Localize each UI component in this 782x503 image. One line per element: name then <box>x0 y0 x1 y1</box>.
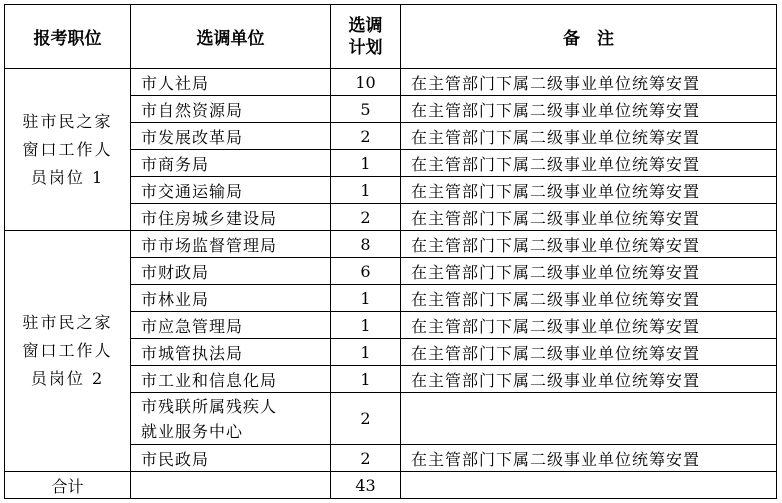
unit-name: 市民政局 <box>141 449 210 469</box>
plan-count: 2 <box>331 123 401 150</box>
total-row <box>5 472 777 499</box>
note-cell: 在主管部门下属二级事业单位统筹安置 <box>401 285 777 312</box>
position-line: 员岗位 2 <box>30 369 105 388</box>
unit-cell <box>131 445 331 472</box>
unit-cell <box>131 312 331 339</box>
table-row <box>5 69 777 96</box>
unit-cell <box>131 204 331 231</box>
unit-name: 市交通运输局 <box>141 181 244 201</box>
plan-count: 1 <box>331 366 401 393</box>
header-unit: 选调单位 <box>131 5 331 69</box>
position-line: 窗口工作人 <box>22 341 113 360</box>
note-cell: 在主管部门下属二级事业单位统筹安置 <box>401 177 777 204</box>
note-cell: 在主管部门下属二级事业单位统筹安置 <box>401 204 777 231</box>
total-plan: 43 <box>331 472 401 499</box>
table-body <box>5 69 777 499</box>
unit-name: 市市场监督管理局 <box>141 235 278 255</box>
unit-cell <box>131 339 331 366</box>
position-line: 驻市民之家 <box>22 111 113 131</box>
unit-cell <box>131 177 331 204</box>
plan-count: 10 <box>331 69 401 96</box>
unit-name: 市工业和信息化局 <box>141 370 278 390</box>
plan-count: 5 <box>331 96 401 123</box>
position-line: 驻市民之家 <box>22 313 113 332</box>
header-plan <box>331 5 401 69</box>
plan-count: 6 <box>331 258 401 285</box>
unit-name: 市自然资源局 <box>141 100 244 120</box>
header-plan-line2: 计划 <box>348 37 383 58</box>
note-cell: 在主管部门下属二级事业单位统筹安置 <box>401 366 777 393</box>
note-cell: 在主管部门下属二级事业单位统筹安置 <box>401 312 777 339</box>
unit-name: 市财政局 <box>141 262 210 282</box>
position-cell <box>5 231 131 472</box>
note-cell: 在主管部门下属二级事业单位统筹安置 <box>401 231 777 258</box>
unit-name: 市林业局 <box>141 289 210 309</box>
header-row <box>5 5 777 69</box>
plan-count: 2 <box>331 393 401 445</box>
note-cell: 在主管部门下属二级事业单位统筹安置 <box>401 69 777 96</box>
header-position: 报考职位 <box>5 5 131 69</box>
unit-name: 市商务局 <box>141 154 210 174</box>
unit-name: 市人社局 <box>141 73 210 93</box>
unit-cell <box>131 69 331 96</box>
position-cell <box>5 69 131 231</box>
total-note-empty <box>401 472 777 499</box>
unit-name: 市住房城乡建设局 <box>141 208 278 228</box>
plan-count: 2 <box>331 204 401 231</box>
plan-count: 1 <box>331 339 401 366</box>
note-cell: 在主管部门下属二级事业单位统筹安置 <box>401 96 777 123</box>
total-label: 合计 <box>5 472 131 499</box>
plan-count: 1 <box>331 150 401 177</box>
total-unit-empty <box>131 472 331 499</box>
unit-cell <box>131 258 331 285</box>
plan-count: 2 <box>331 445 401 472</box>
plan-count: 8 <box>331 231 401 258</box>
unit-cell <box>131 96 331 123</box>
unit-name: 就业服务中心 <box>141 421 244 441</box>
plan-count: 1 <box>331 312 401 339</box>
note-cell: 在主管部门下属二级事业单位统筹安置 <box>401 339 777 366</box>
unit-name: 市城管执法局 <box>141 343 244 363</box>
note-cell: 在主管部门下属二级事业单位统筹安置 <box>401 150 777 177</box>
note-cell: 在主管部门下属二级事业单位统筹安置 <box>401 258 777 285</box>
unit-cell <box>131 231 331 258</box>
unit-name: 市应急管理局 <box>141 316 244 336</box>
header-plan-line1: 选调 <box>348 15 383 36</box>
unit-cell <box>131 393 331 445</box>
position-line: 员岗位 1 <box>30 167 105 187</box>
unit-cell <box>131 366 331 393</box>
recruitment-table <box>4 4 777 499</box>
position-line: 窗口工作人 <box>22 139 113 159</box>
unit-name: 市残联所属残疾人 <box>141 396 278 416</box>
table-row <box>5 231 777 258</box>
unit-cell <box>131 285 331 312</box>
unit-cell <box>131 123 331 150</box>
note-cell <box>401 393 777 445</box>
note-cell: 在主管部门下属二级事业单位统筹安置 <box>401 445 777 472</box>
unit-cell <box>131 150 331 177</box>
plan-count: 1 <box>331 177 401 204</box>
header-note: 备 注 <box>401 5 777 69</box>
unit-name: 市发展改革局 <box>141 127 244 147</box>
note-cell: 在主管部门下属二级事业单位统筹安置 <box>401 123 777 150</box>
plan-count: 1 <box>331 285 401 312</box>
